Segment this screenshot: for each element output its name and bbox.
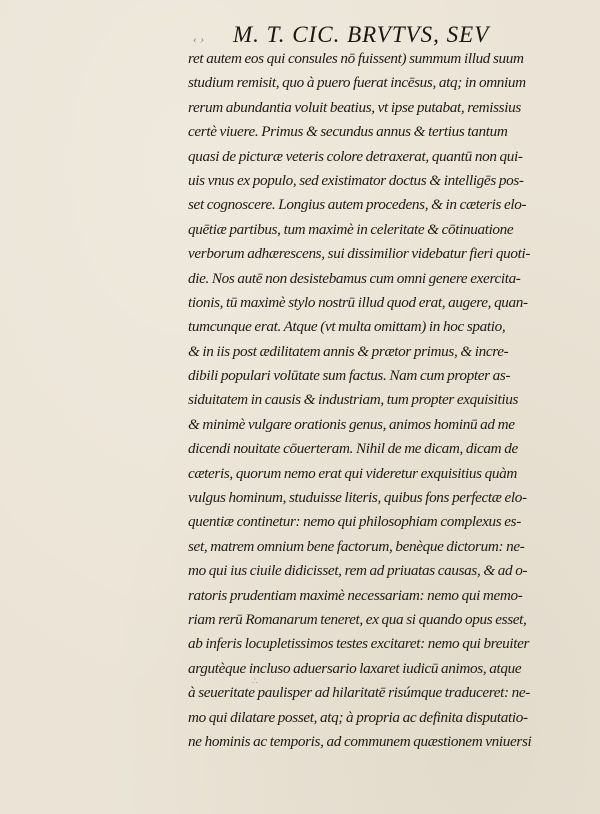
text-line: ratoris prudentiam maximè necessariam: nemo qui memo- [188,586,523,604]
text-line: quasi de picturæ veteris colore detraxerat, quantū non qui- [188,147,523,165]
text-line: mo qui ius ciuile didicisset, rem ad priuatas causas, & ad o- [188,562,528,580]
text-line: riam rerū Romanarum teneret, ex qua si quando opus esset, [188,610,527,628]
text-line: quētiæ partibus, tum maximè in celeritate & cōtinuatione [188,220,514,238]
text-line: ret autem eos qui consules nō fuissent) summum illud suum [188,50,524,67]
text-line: die. Nos autē non desistebamus cum omni genere exercita- [188,269,521,287]
running-head: M. T. CIC. BRVTVS, SEV [233,22,490,47]
text-line: rerum abundantia voluit beatius, vt ipse putabat, remissius [188,98,521,116]
text-line: cæteris, quorum nemo erat qui videretur exquisitius quàm [188,464,517,482]
text-line: set cognoscere. Longius autem procedens, & in cæteris elo- [188,196,527,214]
text-line: ne hominis ac temporis, ad communem quæstionem vniuersi [188,732,532,750]
text-line: dicendi nouitate cōuerteram. Nihil de me dicam, dicam de [188,440,518,458]
text-line: certè viuere. Primus & secundus annus & tertius tantum [188,123,508,141]
text-line: argutèque incluso aduersario laxaret iudicū animos, atque [188,659,522,677]
text-line: à seueritate paulisper ad hilaritatē risúmque traduceret: ne- [188,684,530,702]
text-line: vulgus hominum, studuisse literis, quibus fons perfectæ elo- [188,489,527,507]
body-text [188,47,573,754]
ornament-mark: ∴ [252,676,259,686]
corner-mark: ‹ › [193,32,204,46]
text-line: siduitatem in causis & industriam, tum propter exquisitius [188,391,519,409]
text-line: quentiæ continetur: nemo qui philosophiam complexus es- [188,513,521,531]
text-line: dibili populari volūtate sum factus. Nam cum propter as- [188,367,511,385]
text-line: studium remisit, quo à puero fuerat incēsus, atq; in omnium [188,74,526,92]
text-line: set, matrem omnium bene factorum, benèque dictorum: ne- [188,537,525,555]
text-line: & minimè vulgare orationis genus, animos hominū ad me [188,415,515,433]
text-line: ab inferis locupletissimos testes excitaret: nemo qui breuiter [188,635,530,653]
text-line: tionis, tū maximè stylo nostrū illud quod erat, augere, quan- [188,293,528,311]
text-line: uis vnus ex populo, sed existimator doctus & intelligēs pos- [188,171,524,189]
text-line: mo qui dilatare posset, atq; à propria ac definita disputatio- [188,708,528,726]
text-line: tumcunque erat. Atque (vt multa omittam) in hoc spatio, [188,318,506,336]
text-line: & in iis post ædilitatem annis & prætor primus, & incre- [188,342,509,360]
text-line: verborum adhærescens, sui dissimilior videbatur fieri quoti- [188,245,531,263]
